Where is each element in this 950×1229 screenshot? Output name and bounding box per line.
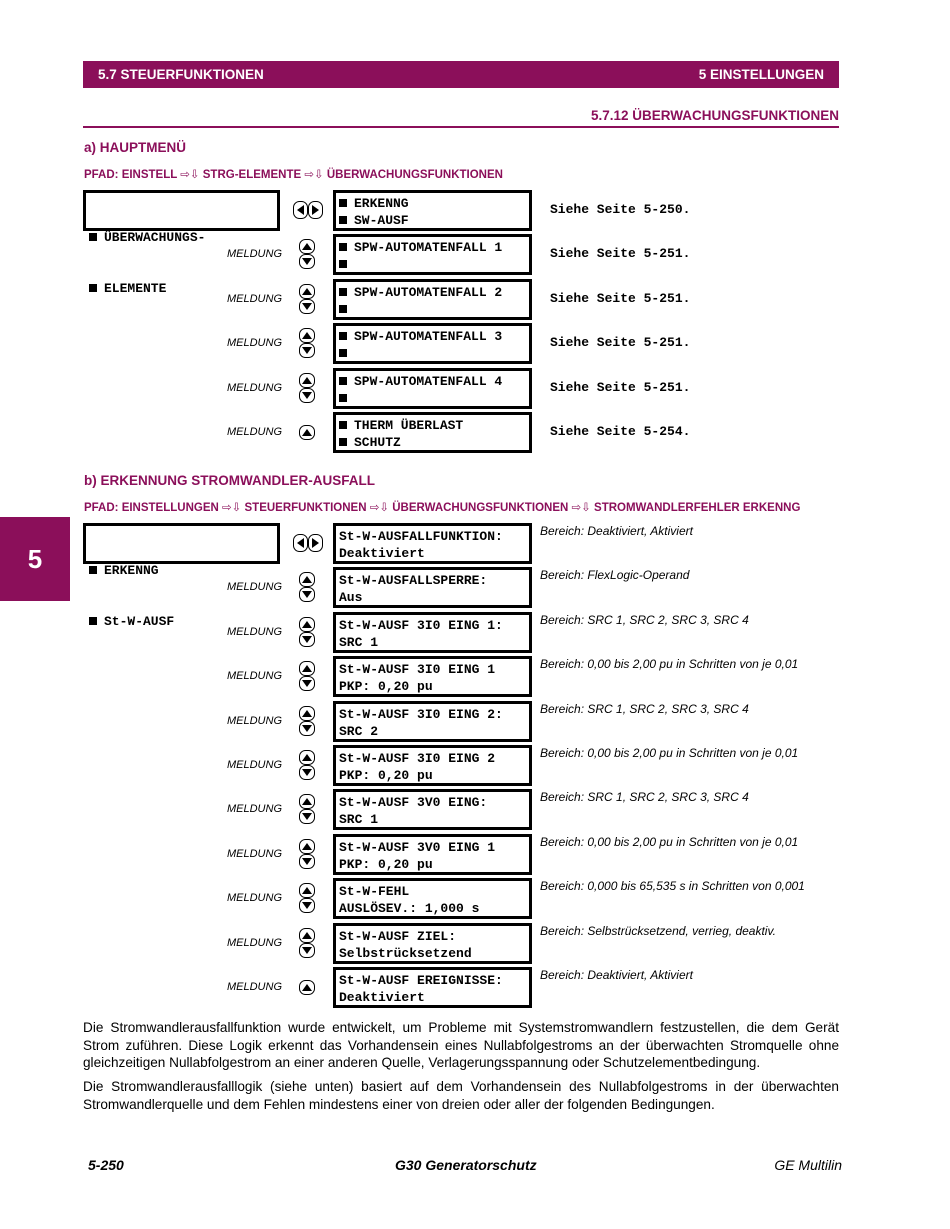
- setting-line-1: St-W-AUSF 3I0 EING 1:: [339, 617, 503, 633]
- setting-line-2: Deaktiviert: [339, 990, 425, 1005]
- up-down-arrows-icon[interactable]: [299, 239, 315, 269]
- header-section: 5.7 STEUERFUNKTIONEN: [98, 67, 264, 82]
- range-prefix: Bereich:: [540, 879, 585, 894]
- setting-range: [540, 524, 693, 538]
- left-right-nav-icon[interactable]: [293, 534, 323, 552]
- bullet-square-icon: [339, 377, 347, 385]
- bullet-square-icon: [339, 438, 347, 446]
- message-label: MELDUNG: [227, 625, 283, 638]
- setting-line-1: St-W-AUSF EREIGNISSE:: [339, 973, 503, 988]
- setting-range: [540, 968, 693, 982]
- page-reference: Siehe Seite 5-251.: [550, 246, 691, 262]
- setting-box[interactable]: [333, 878, 532, 919]
- up-down-arrows-icon[interactable]: [299, 794, 315, 824]
- setting-range: [540, 746, 798, 760]
- page-reference: Siehe Seite 5-254.: [550, 424, 691, 439]
- range-prefix: Bereich:: [540, 746, 585, 760]
- bullet-square-icon: [339, 288, 347, 296]
- bullet-square-icon: [339, 260, 347, 268]
- range-prefix: Bereich:: [540, 524, 585, 538]
- setting-line-2: PKP: 0,20 pu: [339, 768, 433, 783]
- setting-line-1: St-W-AUSFALLSPERRE:: [339, 573, 488, 589]
- range-value: SRC 1, SRC 2, SRC 3, SRC 4: [587, 790, 749, 805]
- range-value: 0,000 bis 65,535 s in Schritten von 0,001: [587, 879, 805, 894]
- setting-line-2: Deaktiviert: [339, 546, 425, 561]
- message-label: MELDUNG: [227, 803, 283, 816]
- range-prefix: Bereich:: [540, 834, 585, 849]
- up-arrow-icon[interactable]: [299, 980, 315, 995]
- message-label: MELDUNG: [227, 847, 283, 860]
- range-value: SRC 1, SRC 2, SRC 3, SRC 4: [587, 701, 749, 716]
- page-reference: Siehe Seite 5-250.: [550, 202, 691, 217]
- up-down-arrows-icon[interactable]: [299, 928, 315, 958]
- message-label: MELDUNG: [227, 892, 283, 905]
- part-a-heading: a) HAUPTMENÜ: [84, 140, 187, 155]
- message-label: MELDUNG: [227, 936, 283, 949]
- message-label: MELDUNG: [227, 426, 283, 438]
- message-label: MELDUNG: [227, 670, 283, 683]
- up-down-arrows-icon[interactable]: [299, 706, 315, 736]
- setting-line-1: St-W-FEHL: [339, 884, 410, 900]
- range-value: 0,00 bis 2,00 pu in Schritten von je 0,01: [587, 657, 799, 672]
- bullet-square-icon: [339, 216, 347, 224]
- setting-box[interactable]: [333, 190, 532, 231]
- setting-line-2: PKP: 0,20 pu: [339, 856, 433, 872]
- setting-line-1: SPW-AUTOMATENFALL 2: [354, 284, 503, 300]
- setting-box[interactable]: [333, 789, 532, 830]
- setting-range: [540, 568, 689, 582]
- left-right-nav-icon[interactable]: [293, 201, 323, 219]
- setting-line-2: SRC 1: [339, 634, 379, 650]
- part-a-path: PFAD: EINSTELL ⇨⇩ STRG-ELEMENTE ⇨⇩ ÜBERWACHUNGSFUNKTIONEN: [84, 169, 503, 181]
- message-label: MELDUNG: [227, 248, 283, 261]
- setting-line-1: ERKENNG: [354, 196, 409, 211]
- paragraph-1: Die Stromwandlerausfallfunktion wurde entwickelt, um Probleme mit Systemstromwandlern festzustellen, die dem Gerät Strom zuführen. Diese Logik erkennt das Vorhandensein eines Nullabfolgestroms an der überwachten Stromquelle ohne gleichzeitigen Nullabfolgestrom an einer anderen Quelle, Verlagerungsspannung oder Schutzelementbedingung.: [83, 1020, 839, 1070]
- setting-line-1: St-W-AUSF 3I0 EING 2: [339, 751, 496, 766]
- page-header-bar: [83, 61, 839, 88]
- bullet-square-icon: [339, 394, 347, 402]
- setting-box[interactable]: [333, 656, 532, 697]
- bullet-square-icon: [339, 349, 347, 357]
- setting-box[interactable]: [333, 923, 532, 964]
- range-value: FlexLogic-Operand: [587, 568, 690, 583]
- page-reference: Siehe Seite 5-251.: [550, 379, 691, 395]
- up-down-arrows-icon[interactable]: [299, 839, 315, 869]
- range-prefix: Bereich:: [540, 968, 585, 982]
- bullet-square-icon: [339, 243, 347, 251]
- page-reference: Siehe Seite 5-251.: [550, 335, 691, 351]
- range-prefix: Bereich:: [540, 568, 585, 583]
- range-value: SRC 1, SRC 2, SRC 3, SRC 4: [587, 612, 749, 627]
- setting-line-2: SRC 2: [339, 723, 379, 739]
- setting-line-1: St-W-AUSF 3I0 EING 2:: [339, 706, 503, 722]
- menu-box-monitoring[interactable]: ÜBERWACHUNGS- ELEMENTE: [83, 190, 280, 231]
- setting-box[interactable]: [333, 701, 532, 742]
- setting-box[interactable]: [333, 234, 532, 275]
- setting-line-2: SRC 1: [339, 812, 379, 828]
- bullet-square-icon: [339, 332, 347, 340]
- setting-line-1: St-W-AUSF 3I0 EING 1: [339, 662, 496, 678]
- footer-title: G30 Generatorschutz: [395, 1157, 537, 1173]
- setting-box[interactable]: [333, 323, 532, 364]
- setting-line-1: St-W-AUSF 3V0 EING 1: [339, 839, 496, 855]
- setting-line-1: St-W-AUSFALLFUNKTION:: [339, 529, 503, 544]
- setting-box[interactable]: [333, 567, 532, 608]
- setting-box[interactable]: [333, 612, 532, 653]
- range-prefix: Bereich:: [540, 701, 585, 716]
- setting-box[interactable]: [333, 834, 532, 875]
- setting-line-1: SPW-AUTOMATENFALL 1: [354, 240, 503, 256]
- page-reference: Siehe Seite 5-251.: [550, 290, 691, 306]
- setting-line-1: SPW-AUTOMATENFALL 3: [354, 329, 503, 345]
- range-prefix: Bereich:: [540, 923, 585, 938]
- setting-line-2: Aus: [339, 590, 363, 606]
- setting-range: [540, 702, 749, 716]
- range-value: Selbstrücksetzend, verrieg, deaktiv.: [587, 923, 776, 938]
- setting-range: [540, 879, 805, 893]
- message-label: MELDUNG: [227, 337, 283, 350]
- part-b-heading: b) ERKENNUNG STROMWANDLER-AUSFALL: [84, 473, 375, 488]
- setting-range: [540, 790, 749, 804]
- setting-box[interactable]: [333, 967, 532, 1008]
- setting-line-1: St-W-AUSF ZIEL:: [339, 928, 457, 944]
- up-down-arrows-icon[interactable]: [299, 750, 315, 780]
- bullet-square-icon: [339, 305, 347, 313]
- up-down-arrows-icon[interactable]: [299, 617, 315, 647]
- section-rule: [83, 126, 839, 128]
- setting-range: [540, 924, 776, 938]
- menu-box-ct-failure[interactable]: ERKENNG St-W-AUSF: [83, 523, 280, 564]
- bullet-square-icon: [339, 421, 347, 429]
- message-label: MELDUNG: [227, 714, 283, 727]
- message-label: MELDUNG: [227, 581, 283, 594]
- range-value: Deaktiviert, Aktiviert: [587, 524, 693, 538]
- message-label: MELDUNG: [227, 292, 283, 305]
- range-prefix: Bereich:: [540, 657, 585, 672]
- setting-line-1: St-W-AUSF 3V0 EING:: [339, 795, 488, 811]
- setting-box[interactable]: [333, 368, 532, 409]
- setting-line-2: AUSLÖSEV.: 1,000 s: [339, 901, 480, 917]
- setting-line-2: PKP: 0,20 pu: [339, 679, 433, 695]
- up-down-arrows-icon[interactable]: [299, 661, 315, 691]
- setting-range: [540, 835, 798, 849]
- range-value: Deaktiviert, Aktiviert: [587, 968, 693, 982]
- setting-range: [540, 657, 798, 671]
- setting-range: [540, 613, 749, 627]
- footer-page-number: 5-250: [88, 1157, 124, 1173]
- setting-line-1: THERM ÜBERLAST: [354, 418, 464, 433]
- header-chapter: 5 EINSTELLUNGEN: [698, 67, 824, 82]
- section-title: 5.7.12 ÜBERWACHUNGSFUNKTIONEN: [590, 108, 839, 123]
- setting-box[interactable]: [333, 745, 532, 786]
- setting-box[interactable]: [333, 279, 532, 320]
- up-down-arrows-icon[interactable]: [299, 284, 315, 314]
- footer-brand: GE Multilin: [774, 1157, 842, 1173]
- range-prefix: Bereich:: [540, 612, 585, 627]
- range-value: 0,00 bis 2,00 pu in Schritten von je 0,01: [587, 746, 799, 760]
- setting-line-2: SW-AUSF: [354, 213, 409, 228]
- up-down-arrows-icon[interactable]: [299, 572, 315, 602]
- message-label: MELDUNG: [227, 981, 283, 993]
- setting-line-2: SCHUTZ: [354, 435, 401, 450]
- setting-box[interactable]: [333, 523, 532, 564]
- range-value: 0,00 bis 2,00 pu in Schritten von je 0,01: [587, 834, 799, 849]
- bullet-square-icon: [339, 199, 347, 207]
- range-prefix: Bereich:: [540, 790, 585, 805]
- up-down-arrows-icon[interactable]: [299, 373, 315, 403]
- message-label: MELDUNG: [227, 381, 283, 394]
- up-down-arrows-icon[interactable]: [299, 883, 315, 913]
- setting-box[interactable]: [333, 412, 532, 453]
- setting-line-2: Selbstrücksetzend: [339, 945, 472, 961]
- chapter-tab: 5: [0, 517, 70, 601]
- up-arrow-icon[interactable]: [299, 425, 315, 440]
- message-label: MELDUNG: [227, 759, 283, 771]
- paragraph-2: Die Stromwandlerausfalllogik (siehe unten) basiert auf dem Vorhandensein des Nullabfolgestroms in der überwachten Stromwandlerquelle und dem Fehlen mindestens einer von dreien oder aller der folgenden Bedingungen.: [83, 1079, 839, 1112]
- up-down-arrows-icon[interactable]: [299, 328, 315, 358]
- setting-line-1: SPW-AUTOMATENFALL 4: [354, 373, 503, 389]
- part-b-path: PFAD: EINSTELLUNGEN ⇨⇩ STEUERFUNKTIONEN ⇨⇩ ÜBERWACHUNGSFUNKTIONEN ⇨⇩ STROMWANDLERFEHLER ERKENNG: [84, 502, 801, 514]
